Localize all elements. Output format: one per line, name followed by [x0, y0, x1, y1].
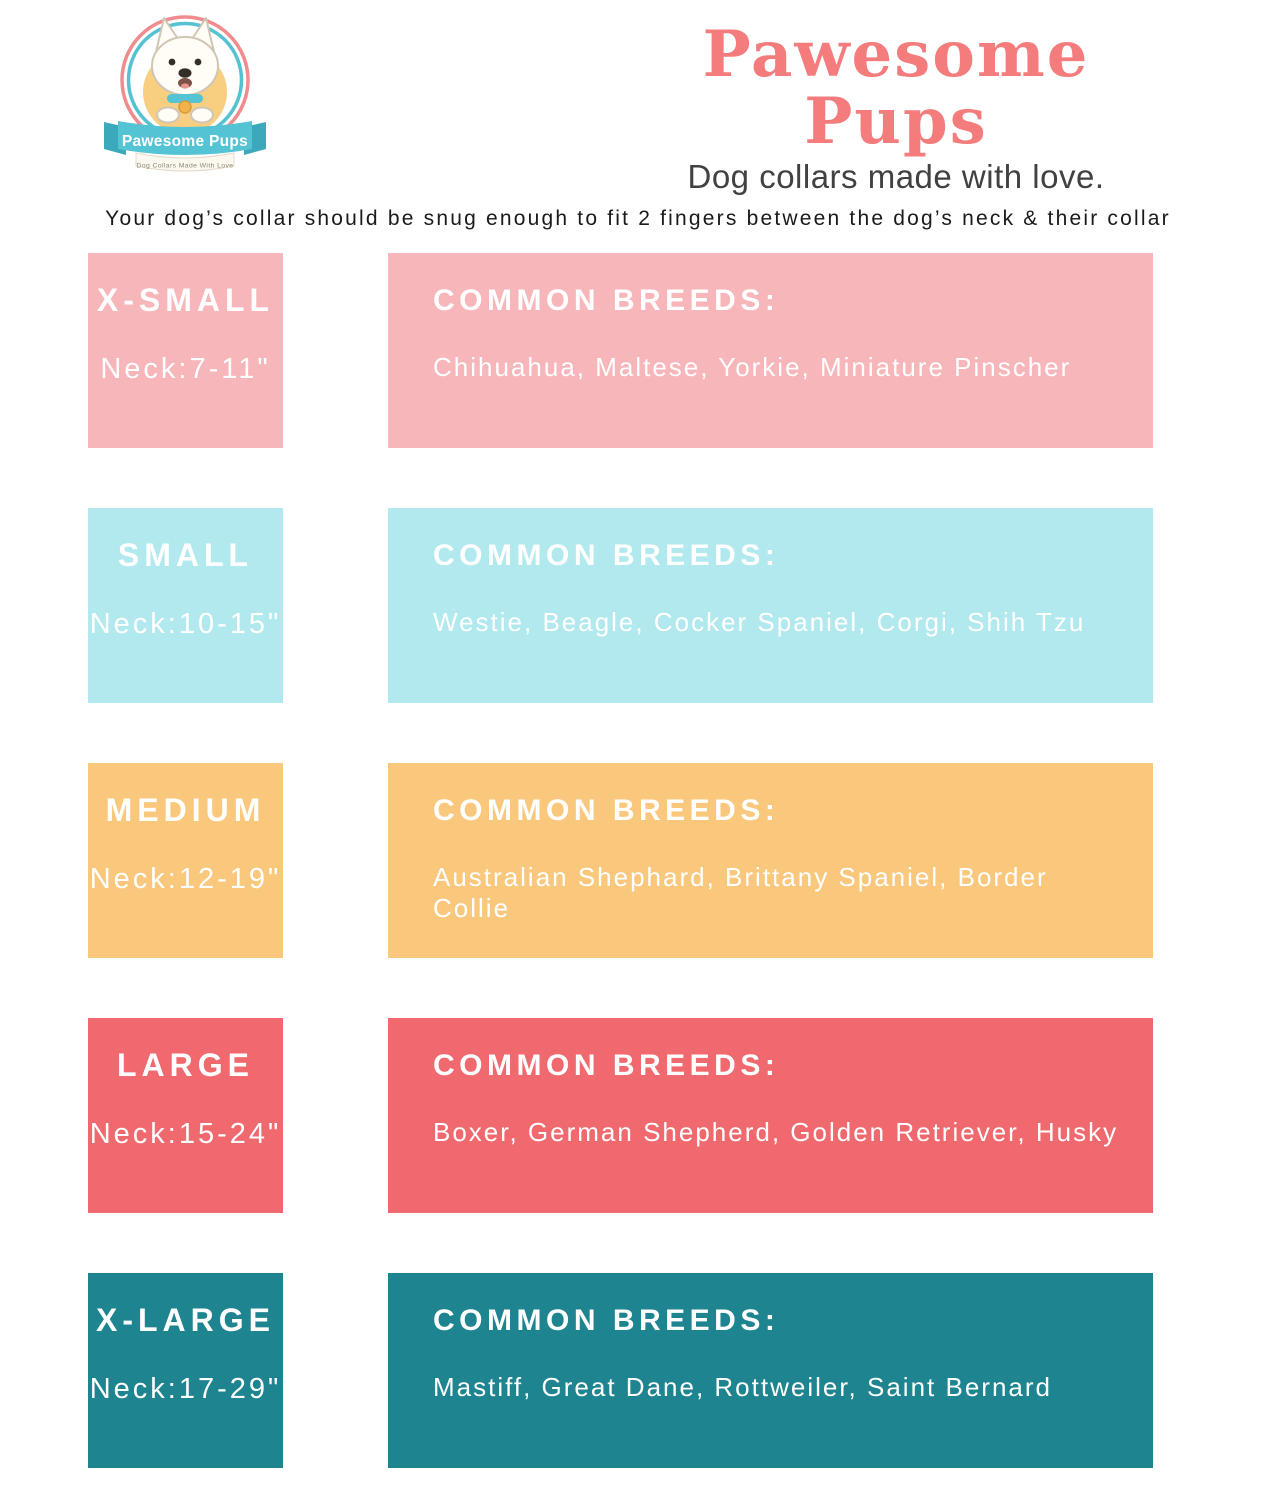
logo-banner-subtext: Dog Collars Made With Love — [136, 162, 234, 170]
common-breeds-heading: COMMON BREEDS: — [433, 284, 780, 317]
breeds-list: Boxer, German Shepherd, Golden Retriever, Husky — [433, 1117, 1119, 1147]
size-row-medium — [88, 763, 1153, 958]
westie-logo-icon — [100, 8, 270, 178]
size-label-box — [88, 508, 283, 703]
size-label-box — [88, 1018, 283, 1213]
breeds-box — [388, 763, 1153, 958]
size-name: X-LARGE — [96, 1302, 275, 1338]
size-label-box — [88, 763, 283, 958]
size-name: LARGE — [117, 1047, 254, 1083]
brand-logo — [100, 8, 270, 178]
fit-instruction-text: Your dog’s collar should be snug enough to fit 2 fingers between the dog’s neck & their collar — [105, 207, 1171, 230]
breeds-box — [388, 253, 1153, 448]
breeds-box — [388, 508, 1153, 703]
size-rows — [88, 253, 1153, 1500]
breeds-list: Mastiff, Great Dane, Rottweiler, Saint Bernard — [433, 1372, 1052, 1402]
common-breeds-heading: COMMON BREEDS: — [433, 1049, 780, 1082]
breeds-list: Westie, Beagle, Cocker Spaniel, Corgi, Shih Tzu — [433, 607, 1086, 637]
logo-banner-text: Pawesome Pups — [121, 133, 249, 150]
neck-measurement: Neck:12-19" — [89, 863, 282, 895]
size-name: MEDIUM — [105, 792, 266, 828]
size-row-large — [88, 1018, 1153, 1213]
neck-measurement: Neck:10-15" — [89, 608, 282, 640]
common-breeds-heading: COMMON BREEDS: — [433, 1304, 780, 1337]
common-breeds-heading: COMMON BREEDS: — [433, 794, 780, 827]
size-label-box — [88, 253, 283, 448]
common-breeds-heading: COMMON BREEDS: — [433, 539, 780, 572]
breeds-list: Australian Shephard, Brittany Spaniel, Border Collie — [433, 862, 1048, 924]
size-label-box — [88, 1273, 283, 1468]
size-row-small — [88, 508, 1153, 703]
breeds-list: Chihuahua, Maltese, Yorkie, Miniature Pinscher — [433, 352, 1072, 382]
size-name: X-SMALL — [96, 282, 275, 318]
breeds-box — [388, 1273, 1153, 1468]
neck-measurement: Neck:17-29" — [89, 1373, 282, 1405]
size-row-x-small — [88, 253, 1153, 448]
neck-measurement: Neck:7-11" — [100, 353, 271, 385]
neck-measurement: Neck:15-24" — [89, 1118, 282, 1150]
breeds-box — [388, 1018, 1153, 1213]
size-row-x-large — [88, 1273, 1153, 1468]
brand-subtitle: Dog collars made with love. — [687, 158, 1105, 196]
size-name: SMALL — [117, 537, 254, 573]
brand-title-block — [600, 17, 1192, 196]
brand-title: Pawesome Pups — [702, 17, 1090, 159]
